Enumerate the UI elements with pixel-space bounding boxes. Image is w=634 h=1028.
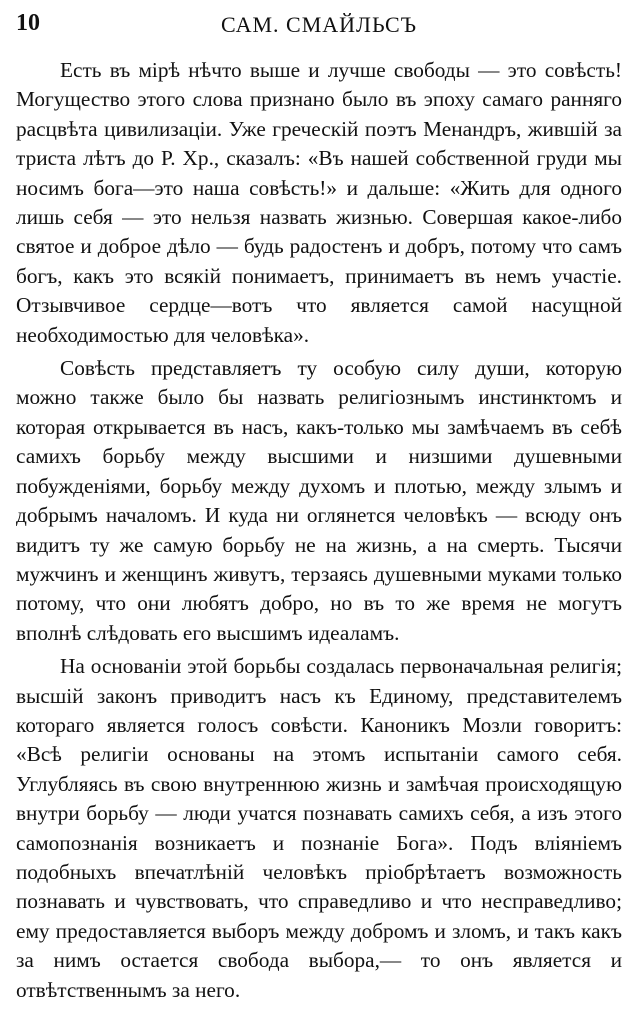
running-head: САМ. СМАЙЛЬСЪ	[221, 12, 417, 37]
paragraph-3: На основаніи этой борьбы создалась первоначальная религія; высшій законъ приводитъ насъ къ Единому, представителемъ котораго является голосъ совѣсти. Каноникъ Мозли говоритъ: «Всѣ религіи основаны на этомъ испытаніи самого себя. Углубляясь въ свою внутреннюю жизнь и замѣчая происходящую внутри борьбу — люди учатся познавать самихъ себя, а изъ этого самопознанія возникаетъ и познаніе Бога». Подъ вліяніемъ подобныхъ впечатлѣній человѣкъ пріобрѣтаетъ возможность познавать и чувствовать, что справедливо и что несправедливо; ему предоставляется выборъ между добромъ и зломъ, и такъ какъ за нимъ остается свобода выбора,— то онъ является и отвѣтственнымъ за него.	[16, 654, 622, 1002]
page-number: 10	[16, 10, 40, 36]
page-body	[16, 56, 622, 1005]
paragraph-2: Совѣсть представляетъ ту особую силу души, которую можно также было бы назвать религіознымъ инстинктомъ и которая открывается въ насъ, какъ-только мы замѣчаемъ въ себѣ самихъ борьбу между высшими и низшими душевными побужденіями, борьбу между духомъ и плотью, между злымъ и добрымъ началомъ. И куда ни оглянется человѣкъ — всюду онъ видитъ ту же самую борьбу не на жизнь, а на смерть. Тысячи мужчинъ и женщинъ живутъ, терзаясь душевными муками только потому, что они любятъ добро, но въ то же время не могутъ вполнѣ слѣдовать его высшимъ идеаламъ.	[16, 356, 622, 645]
paragraph-1: Есть въ мірѣ нѣчто выше и лучше свободы — это совѣсть! Могущество этого слова признано было въ эпоху самаго ранняго расцвѣта цивилизаціи. Уже греческій поэтъ Менандръ, жившій за триста лѣтъ до Р. Хр., сказалъ: «Въ нашей собственной груди мы носимъ бога—это наша совѣсть!» и дальше: «Жить для одного лишь себя — это нельзя назвать жизнью. Совершая какое-либо святое и доброе дѣло — будь радостенъ и добръ, потому что самъ богъ, какъ это всякій понимаетъ, принимаетъ въ немъ участіе. Отзывчивое сердце—вотъ что является самой насущной необходимостью для человѣка».	[16, 58, 622, 347]
page-header	[16, 8, 622, 42]
